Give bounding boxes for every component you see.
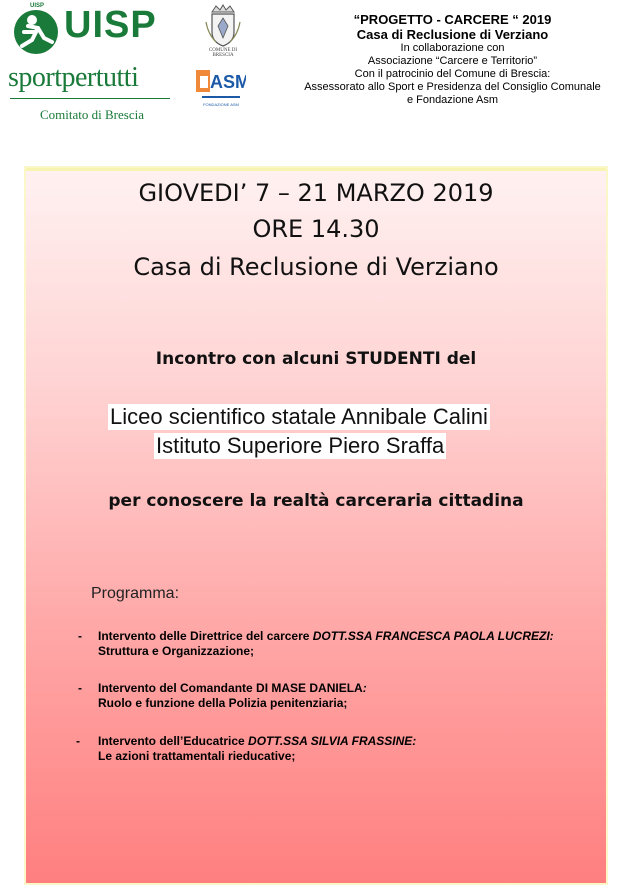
item-detail: Le azioni trattamentali rieducative; bbox=[98, 749, 296, 763]
uisp-brand: UISP bbox=[64, 4, 157, 46]
school-sraffa: Istituto Superiore Piero Sraffa bbox=[156, 433, 445, 458]
item-dash: - bbox=[78, 629, 82, 643]
header-line: Assessorato allo Sport e Presidenza del Consiglio Comunale bbox=[304, 81, 601, 93]
item-detail: Struttura e Organizzazione; bbox=[98, 644, 255, 658]
asm-text: ASM bbox=[210, 72, 246, 92]
uisp-slogan: sportpertutti bbox=[8, 62, 139, 93]
item-name: DOTT.SSA FRANCESCA PAOLA LUCREZI: bbox=[312, 629, 554, 643]
project-title: “PROGETTO - CARCERE “ 2019 bbox=[353, 12, 552, 27]
header-line: Associazione “Carcere e Territorio” bbox=[367, 55, 538, 67]
school-calini: Liceo scientifico statale Annibale Calini bbox=[110, 404, 488, 429]
item-lead: Intervento dell’Educatrice bbox=[98, 734, 249, 748]
crest-caption: COMUNE DI BRESCIA bbox=[208, 48, 238, 58]
event-time: ORE 14.30 bbox=[252, 215, 380, 243]
event-place: Casa di Reclusione di Verziano bbox=[133, 253, 499, 281]
uisp-small-label: UISP bbox=[30, 3, 45, 9]
item-name: DOTT.SSA SILVIA FRASSINE: bbox=[248, 734, 417, 748]
item-lead: Intervento del Comandante DI MASE DANIELA bbox=[98, 681, 363, 695]
meeting-text: Incontro con alcuni STUDENTI del bbox=[155, 349, 477, 369]
purpose-text: per conoscere la realtà carceraria cittadina bbox=[108, 491, 524, 511]
runner-icon bbox=[8, 6, 64, 56]
item-dash: - bbox=[76, 734, 80, 748]
comune-crest bbox=[198, 4, 248, 56]
divider bbox=[10, 98, 170, 99]
asm-logo bbox=[196, 62, 246, 114]
item-name: : bbox=[362, 681, 367, 695]
asm-caption: FONDAZIONE ASM bbox=[203, 102, 239, 107]
item-detail: Ruolo e funzione della Polizia penitenziaria; bbox=[98, 696, 348, 710]
crest-icon bbox=[198, 4, 248, 48]
header-line: In collaborazione con bbox=[400, 42, 505, 54]
event-date: GIOVEDI’ 7 – 21 MARZO 2019 bbox=[138, 179, 494, 207]
header-text bbox=[280, 12, 625, 107]
uisp-logo bbox=[6, 2, 178, 122]
item-lead: Intervento delle Direttrice del carcere bbox=[98, 629, 313, 643]
project-subtitle: Casa di Reclusione di Verziano bbox=[356, 27, 549, 42]
event-panel bbox=[26, 168, 606, 883]
item-dash: - bbox=[78, 681, 82, 695]
header-line: e Fondazione Asm bbox=[406, 94, 499, 106]
asm-icon bbox=[196, 62, 246, 114]
header-line: Con il patrocinio del Comune di Brescia: bbox=[354, 68, 551, 80]
program-heading: Programma: bbox=[91, 585, 180, 602]
uisp-committee: Comitato di Brescia bbox=[40, 107, 144, 122]
